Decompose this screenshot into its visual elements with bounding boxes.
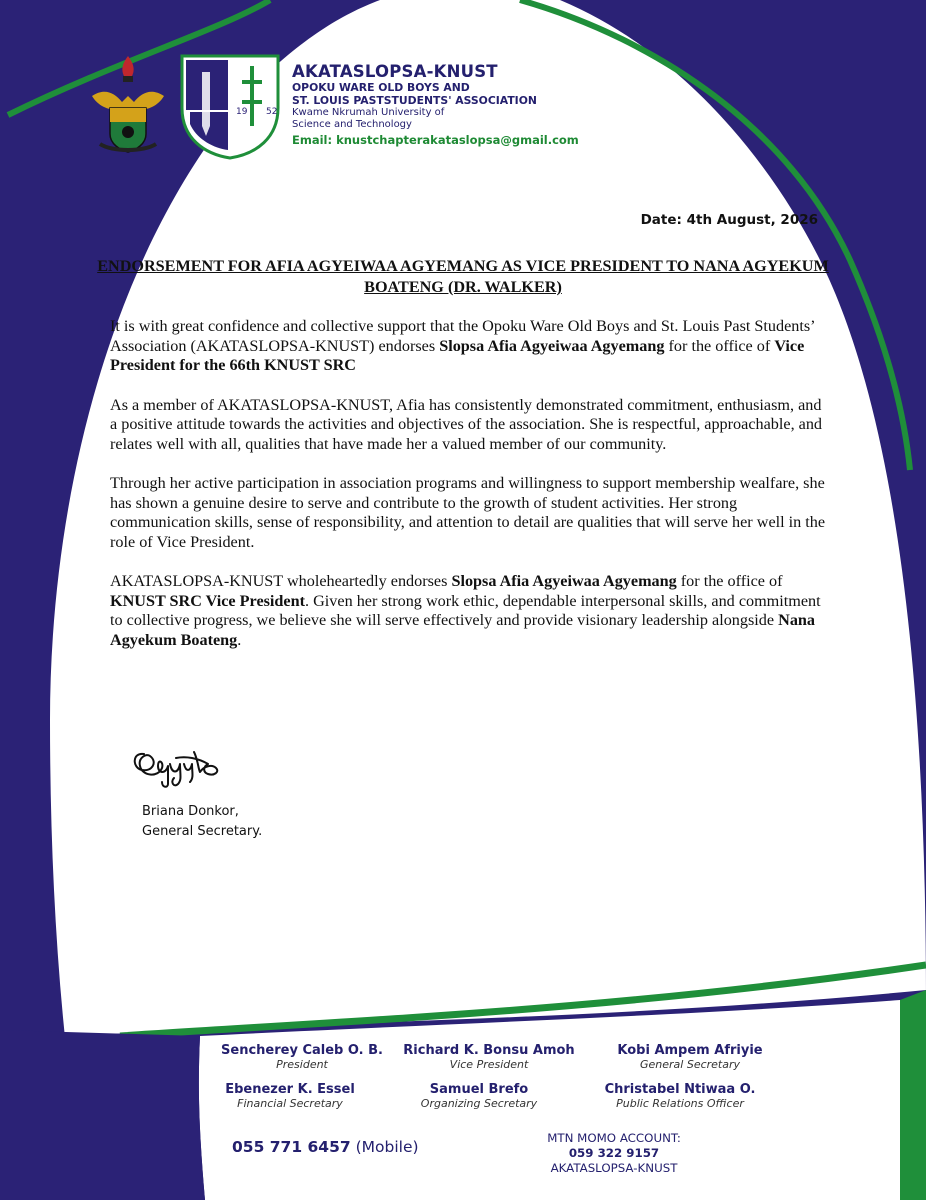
executive-role: Vice President: [449, 1058, 529, 1071]
executive-public-relations-officer: [580, 1082, 780, 1110]
executive-general-secretary: [590, 1043, 790, 1071]
association-crest-icon: [176, 50, 284, 160]
p1-text-c: for the office of: [664, 336, 775, 355]
paragraph-1: [110, 317, 826, 376]
executive-name: Richard K. Bonsu Amoh: [403, 1043, 575, 1058]
p1-candidate-name: Slopsa Afia Agyeiwaa Agyemang: [439, 336, 665, 355]
letter-date: Date: 4th August, 2026: [640, 212, 818, 228]
crest-year-right: 52: [266, 107, 278, 117]
phone-suffix: (Mobile): [355, 1138, 419, 1156]
momo-number: 059 322 9157: [568, 1146, 660, 1160]
university-line-1: Kwame Nkrumah University of: [292, 107, 445, 118]
crest-year-left: 19: [236, 107, 248, 117]
phone-number: 055 771 6457: [232, 1138, 351, 1156]
footer-left-navy: [0, 1030, 205, 1200]
organization-email: Email: knustchapterakataslopsa@gmail.com: [292, 133, 579, 147]
p4-candidate-name: Slopsa Afia Agyeiwaa Agyemang: [451, 572, 677, 590]
university-line-2: Science and Technology: [292, 118, 412, 130]
p4-text-e: . Given her strong work ethic, dependable interpersonal skills, and commitment to collective progress, we believe she will serve effectively and provide visionary leadership alongside: [110, 591, 821, 629]
p4-running-mate: Nana Agyekum Boateng: [110, 611, 816, 649]
executive-vice-president: [389, 1043, 589, 1071]
executive-role: General Secretary: [639, 1058, 741, 1071]
executive-name: Kobi Ampem Afriyie: [617, 1043, 763, 1058]
signer-block: [142, 802, 262, 842]
p4-text-a: AKATASLOPSA-KNUST wholeheartedly endorses: [110, 572, 452, 590]
p4-text-g: .: [237, 630, 242, 649]
executive-name: Christabel Ntiwaa O.: [604, 1082, 756, 1097]
executive-role: President: [276, 1058, 328, 1071]
executive-role: Financial Secretary: [237, 1097, 343, 1110]
paragraph-4: [110, 572, 826, 650]
handwritten-signature-icon: [128, 744, 224, 790]
letter-title: ENDORSEMENT FOR AFIA AGYEIWAA AGYEMANG AS VICE PRESIDENT TO NANA AGYEKUM BOATENG (DR. WALKER): [97, 257, 829, 296]
executive-president: [202, 1043, 402, 1071]
executive-name: Samuel Brefo: [429, 1082, 529, 1097]
momo-account: [514, 1131, 714, 1176]
organization-header: [292, 62, 579, 147]
executive-financial-secretary: [190, 1082, 390, 1110]
paragraph-3: Through her active participation in association programs and willingness to support membership wealfare, she has shown a genuine desire to serve and contribute to the growth of student activities. Her strong communication skills, sense of responsibility, and attention to detail are qualities that will serve her well in the role of Vice President.: [110, 474, 826, 551]
organization-subtitle-2: ST. LOUIS PASTSTUDENTS' ASSOCIATION: [292, 93, 537, 107]
organization-subtitle-1: OPOKU WARE OLD BOYS AND: [292, 81, 470, 94]
p1-text-a: It is with great confidence and collective support that the Opoku Ware Old Boys and St. Louis Past Students’ Association (AKATASLOPSA-KNUST) endorses: [110, 317, 815, 355]
signer-role: General Secretary.: [142, 824, 263, 839]
contact-phone: [232, 1138, 419, 1156]
executive-role: Organizing Secretary: [420, 1097, 538, 1110]
signer-name: Briana Donkor,: [142, 804, 239, 819]
footer-right-green: [900, 990, 926, 1200]
p4-office: KNUST SRC Vice President: [110, 591, 306, 610]
momo-label: MTN MOMO ACCOUNT:: [547, 1131, 681, 1145]
executive-name: Sencherey Caleb O. B.: [221, 1043, 383, 1058]
p4-text-c: for the office of: [676, 572, 783, 590]
p1-office: Vice President for the 66th KNUST SRC: [110, 336, 805, 374]
organization-name: AKATASLOPSA-KNUST: [292, 62, 498, 81]
knust-crest-icon: [88, 52, 168, 156]
executive-organizing-secretary: [379, 1082, 579, 1110]
paragraph-2: As a member of AKATASLOPSA-KNUST, Afia has consistently demonstrated commitment, enthusiasm, and a positive attitude towards the activities and objectives of the association. She is respectful, approachable, and relates well with all, qualities that have made her a valued member of our community.: [110, 395, 823, 453]
letter-body: [110, 317, 826, 670]
momo-name: AKATASLOPSA-KNUST: [550, 1161, 678, 1175]
executive-role: Public Relations Officer: [616, 1097, 744, 1110]
executive-name: Ebenezer K. Essel: [225, 1082, 355, 1097]
